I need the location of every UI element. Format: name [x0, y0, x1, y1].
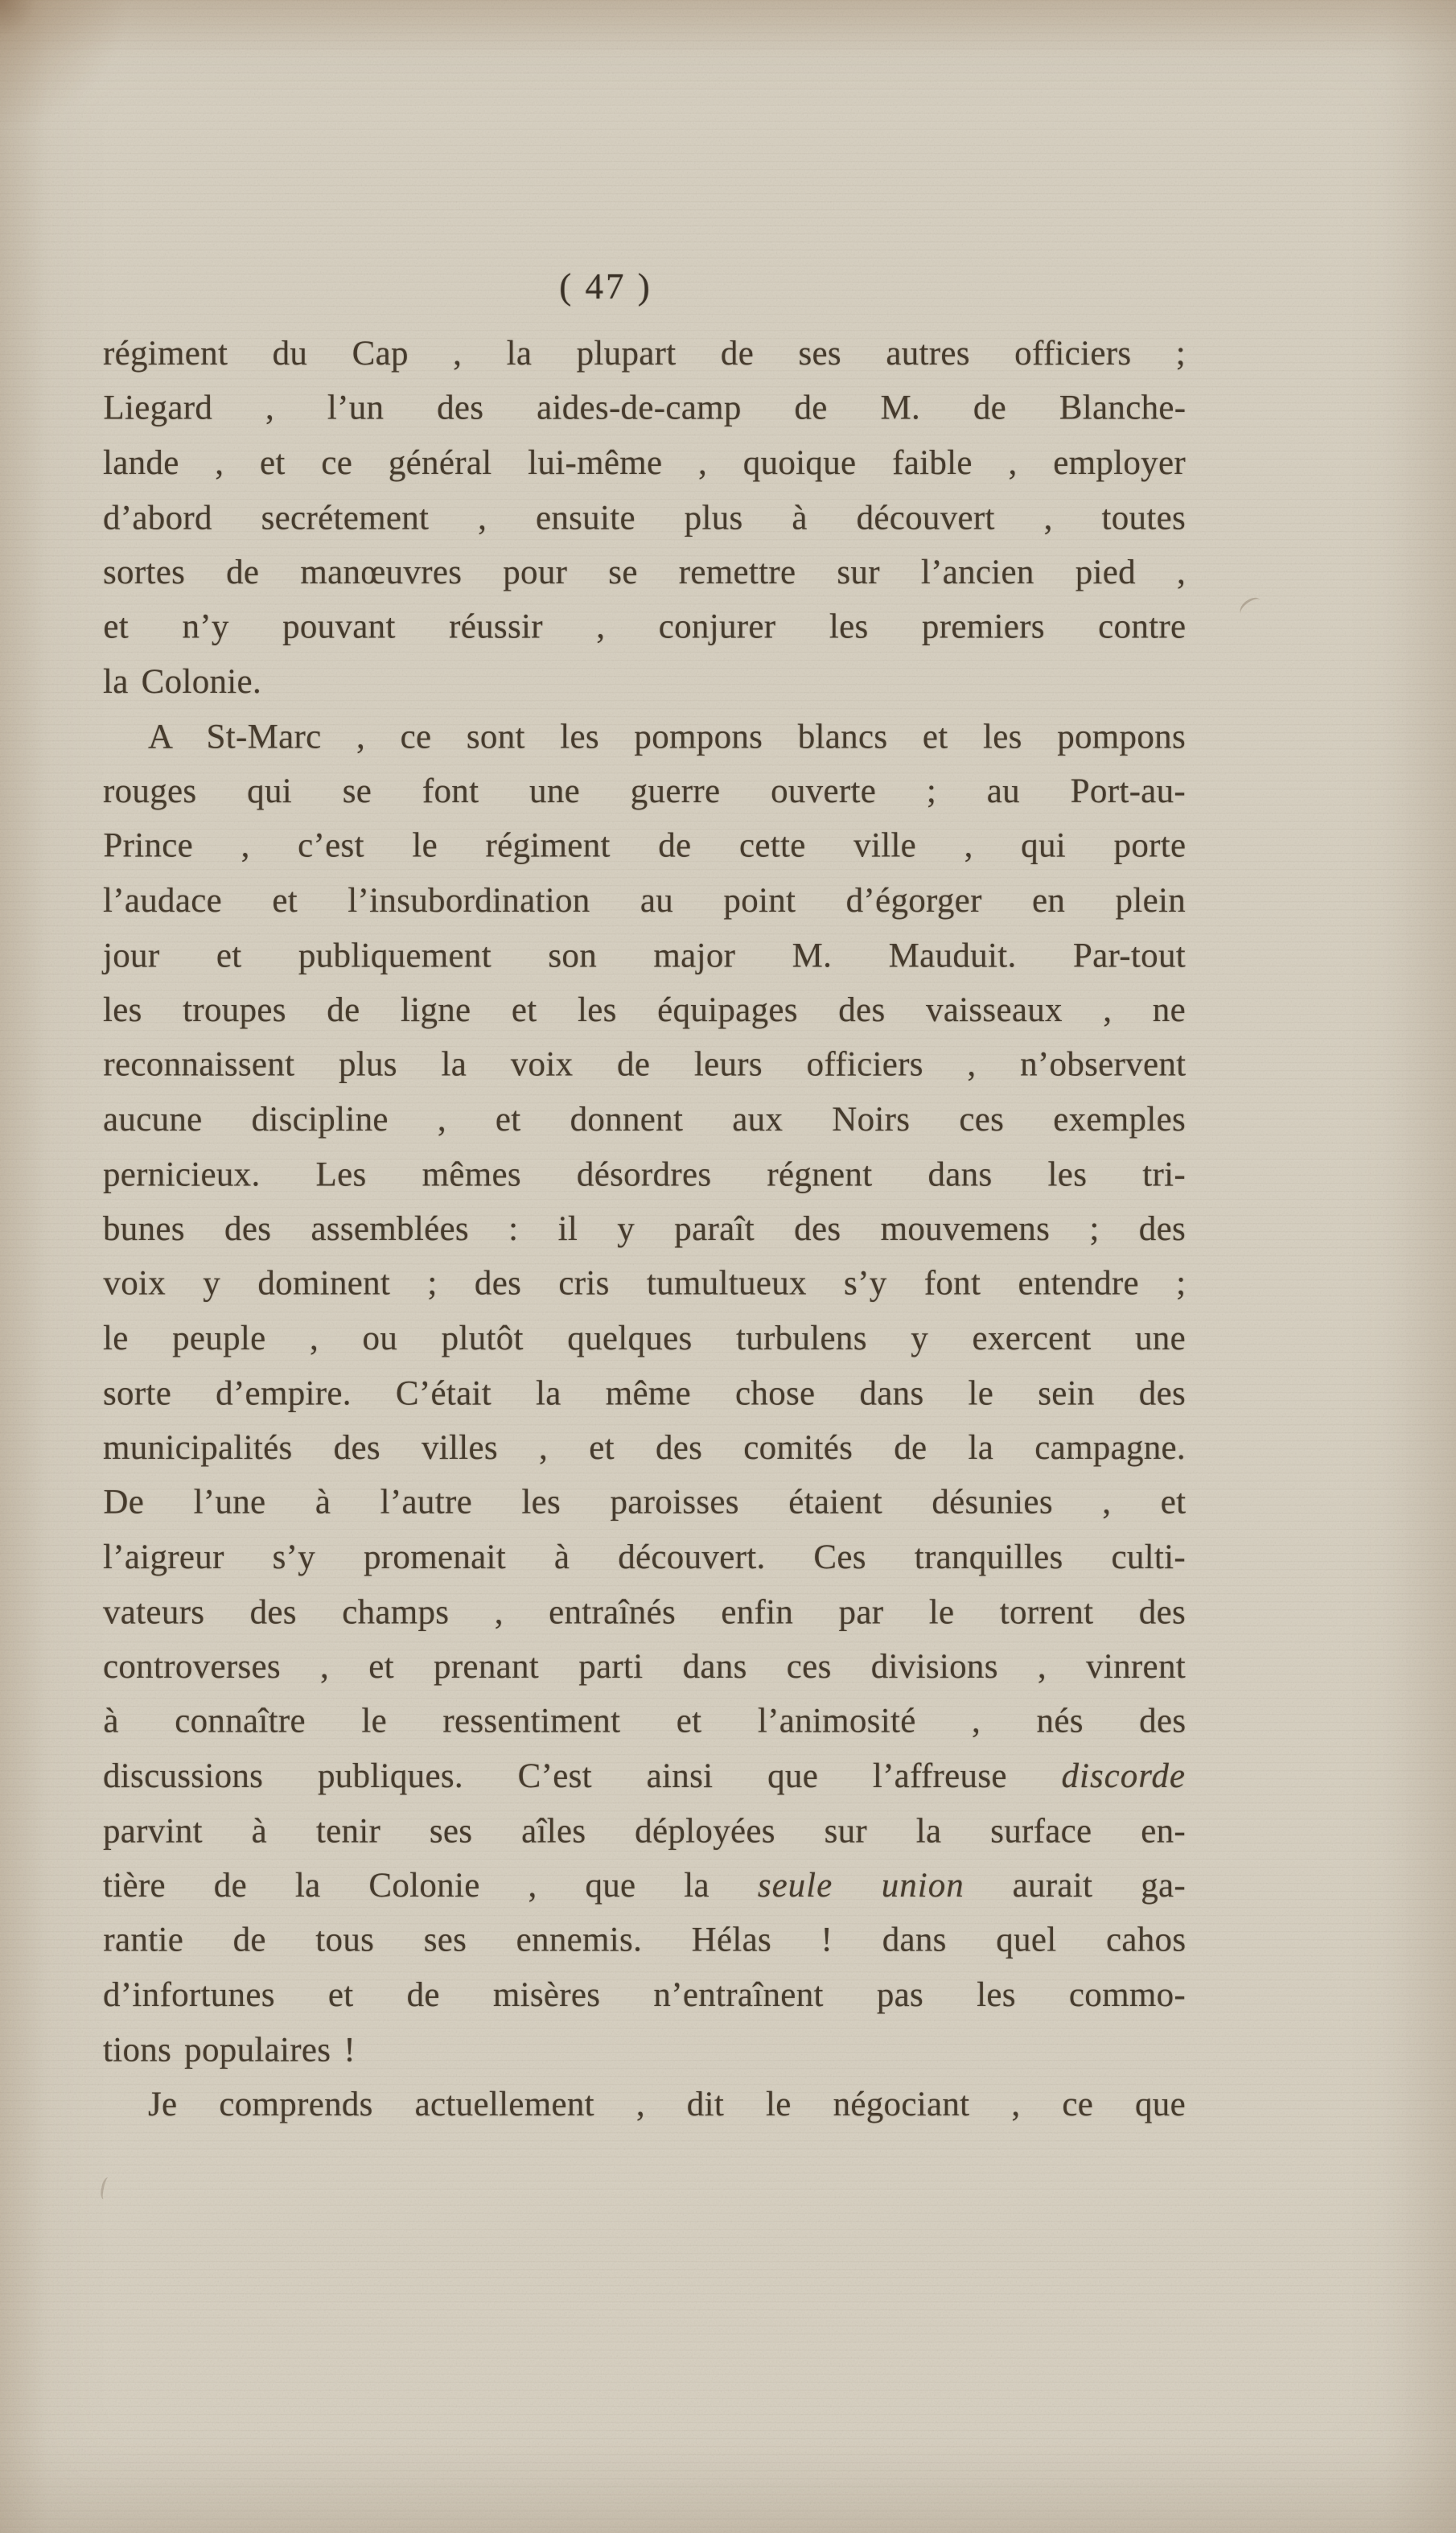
text-line — [103, 1805, 1186, 1860]
text-segment: A St-Marc , ce sont les pompons blancs et les pompons — [148, 718, 1186, 756]
text-line — [103, 2024, 1186, 2078]
text-line — [103, 1367, 1186, 1422]
text-line — [103, 710, 1186, 765]
text-segment: parvint à tenir ses aîles déployées sur la surface en- — [103, 1812, 1186, 1851]
text-line — [103, 436, 1186, 491]
text-segment: rouges qui se font une guerre ouverte ; au Port-au- — [103, 772, 1186, 810]
italic-phrase: seule union — [757, 1867, 964, 1905]
text-segment: d’infortunes et de misères n’entraînent pas les commo- — [103, 1976, 1186, 2014]
text-segment: à connaître le ressentiment et l’animosité , nés des — [103, 1702, 1187, 1740]
text-segment: aucune discipline , et donnent aux Noirs ces exemples — [103, 1101, 1186, 1139]
text-segment: discussions publiques. C’est ainsi que l’affreuse — [103, 1757, 1062, 1795]
text-segment: les troupes de ligne et les équipages des vaisseaux , ne — [103, 991, 1186, 1029]
text-segment: reconnaissent plus la voix de leurs officiers , n’observent — [103, 1045, 1187, 1084]
text-line — [103, 1913, 1186, 1967]
text-segment: vateurs des champs , entraînés enfin par le torrent des — [103, 1593, 1186, 1632]
text-line — [103, 1475, 1186, 1530]
text-segment: Je comprends actuellement , dit le négociant , ce que — [148, 2086, 1186, 2123]
text-segment: tions populaires ! — [103, 2031, 356, 2070]
text-segment: bunes des assemblées : il y paraît des mouvemens ; des — [103, 1210, 1186, 1248]
text-line — [103, 1202, 1186, 1257]
text-line — [103, 1093, 1186, 1147]
text-line — [103, 1037, 1186, 1092]
text-line — [103, 818, 1186, 873]
text-segment: l’aigreur s’y promenait à découvert. Ces tranquilles culti- — [103, 1538, 1186, 1576]
text-line — [103, 655, 1186, 710]
text-segment: d’abord secrétement , ensuite plus à découvert , toutes — [103, 499, 1186, 537]
italic-phrase: discorde — [1061, 1757, 1186, 1795]
text-segment: pernicieux. Les mêmes désordres régnent dans les tri- — [103, 1155, 1186, 1194]
text-segment: sortes de manœuvres pour se remettre sur l’ancien pied , — [103, 554, 1186, 591]
text-line — [103, 1749, 1186, 1804]
text-line — [103, 327, 1186, 381]
text-line — [103, 1421, 1186, 1476]
text-line — [103, 1640, 1186, 1695]
text-line — [103, 983, 1186, 1038]
text-segment: rantie de tous ses ennemis. Hélas ! dans quel cahos — [103, 1921, 1187, 1959]
text-line — [103, 1312, 1186, 1366]
text-segment: sorte d’empire. C’était la même chose dans le sein des — [103, 1374, 1186, 1413]
text-line — [103, 1859, 1186, 1913]
text-line — [103, 1586, 1186, 1641]
text-segment: et n’y pouvant réussir , conjurer les premiers contre — [103, 608, 1187, 646]
text-line — [103, 929, 1186, 984]
text-line — [103, 1968, 1186, 2023]
text-segment: tière de la Colonie , que la — [103, 1867, 758, 1905]
text-segment: régiment du Cap , la plupart de ses autres officiers ; — [103, 335, 1186, 373]
text-line — [103, 546, 1186, 600]
text-segment: voix y dominent ; des cris tumultueux s’y font entendre ; — [103, 1264, 1187, 1303]
text-line — [103, 1148, 1186, 1203]
paper-blemish-mark — [99, 2177, 114, 2201]
text-segment: le peuple , ou plutôt quelques turbulens y exercent une — [103, 1320, 1186, 1357]
text-segment: l’audace et l’insubordination au point d’égorger en plein — [103, 882, 1186, 920]
text-segment: De l’une à l’autre les paroisses étaient désunies , et — [103, 1483, 1187, 1522]
text-line — [103, 874, 1186, 929]
text-line — [103, 599, 1186, 654]
text-segment: controverses , et prenant parti dans ces divisions , vinrent — [103, 1648, 1186, 1686]
text-segment: lande , et ce général lui-même , quoique faible , employer — [103, 444, 1186, 482]
text-line — [103, 381, 1186, 435]
text-line — [103, 764, 1186, 819]
text-line — [103, 1694, 1186, 1748]
text-line — [103, 492, 1186, 546]
text-line — [103, 1530, 1186, 1585]
text-segment: Prince , c’est le régiment de cette ville , qui porte — [103, 826, 1187, 865]
text-segment: aurait ga- — [964, 1867, 1186, 1905]
text-block — [103, 327, 1186, 2132]
text-segment: jour et publiquement son major M. Mauduit. Par-tout — [103, 937, 1186, 975]
text-segment: municipalités des villes , et des comités de la campagne. — [103, 1429, 1186, 1467]
text-line — [103, 2078, 1186, 2132]
text-segment: la Colonie. — [103, 663, 261, 701]
text-line — [103, 1256, 1186, 1311]
text-segment: Liegard , l’un des aides-de-camp de M. de Blanche- — [103, 389, 1187, 427]
page-number: ( 47 ) — [559, 266, 652, 307]
paper-blemish-mark — [1236, 594, 1265, 620]
